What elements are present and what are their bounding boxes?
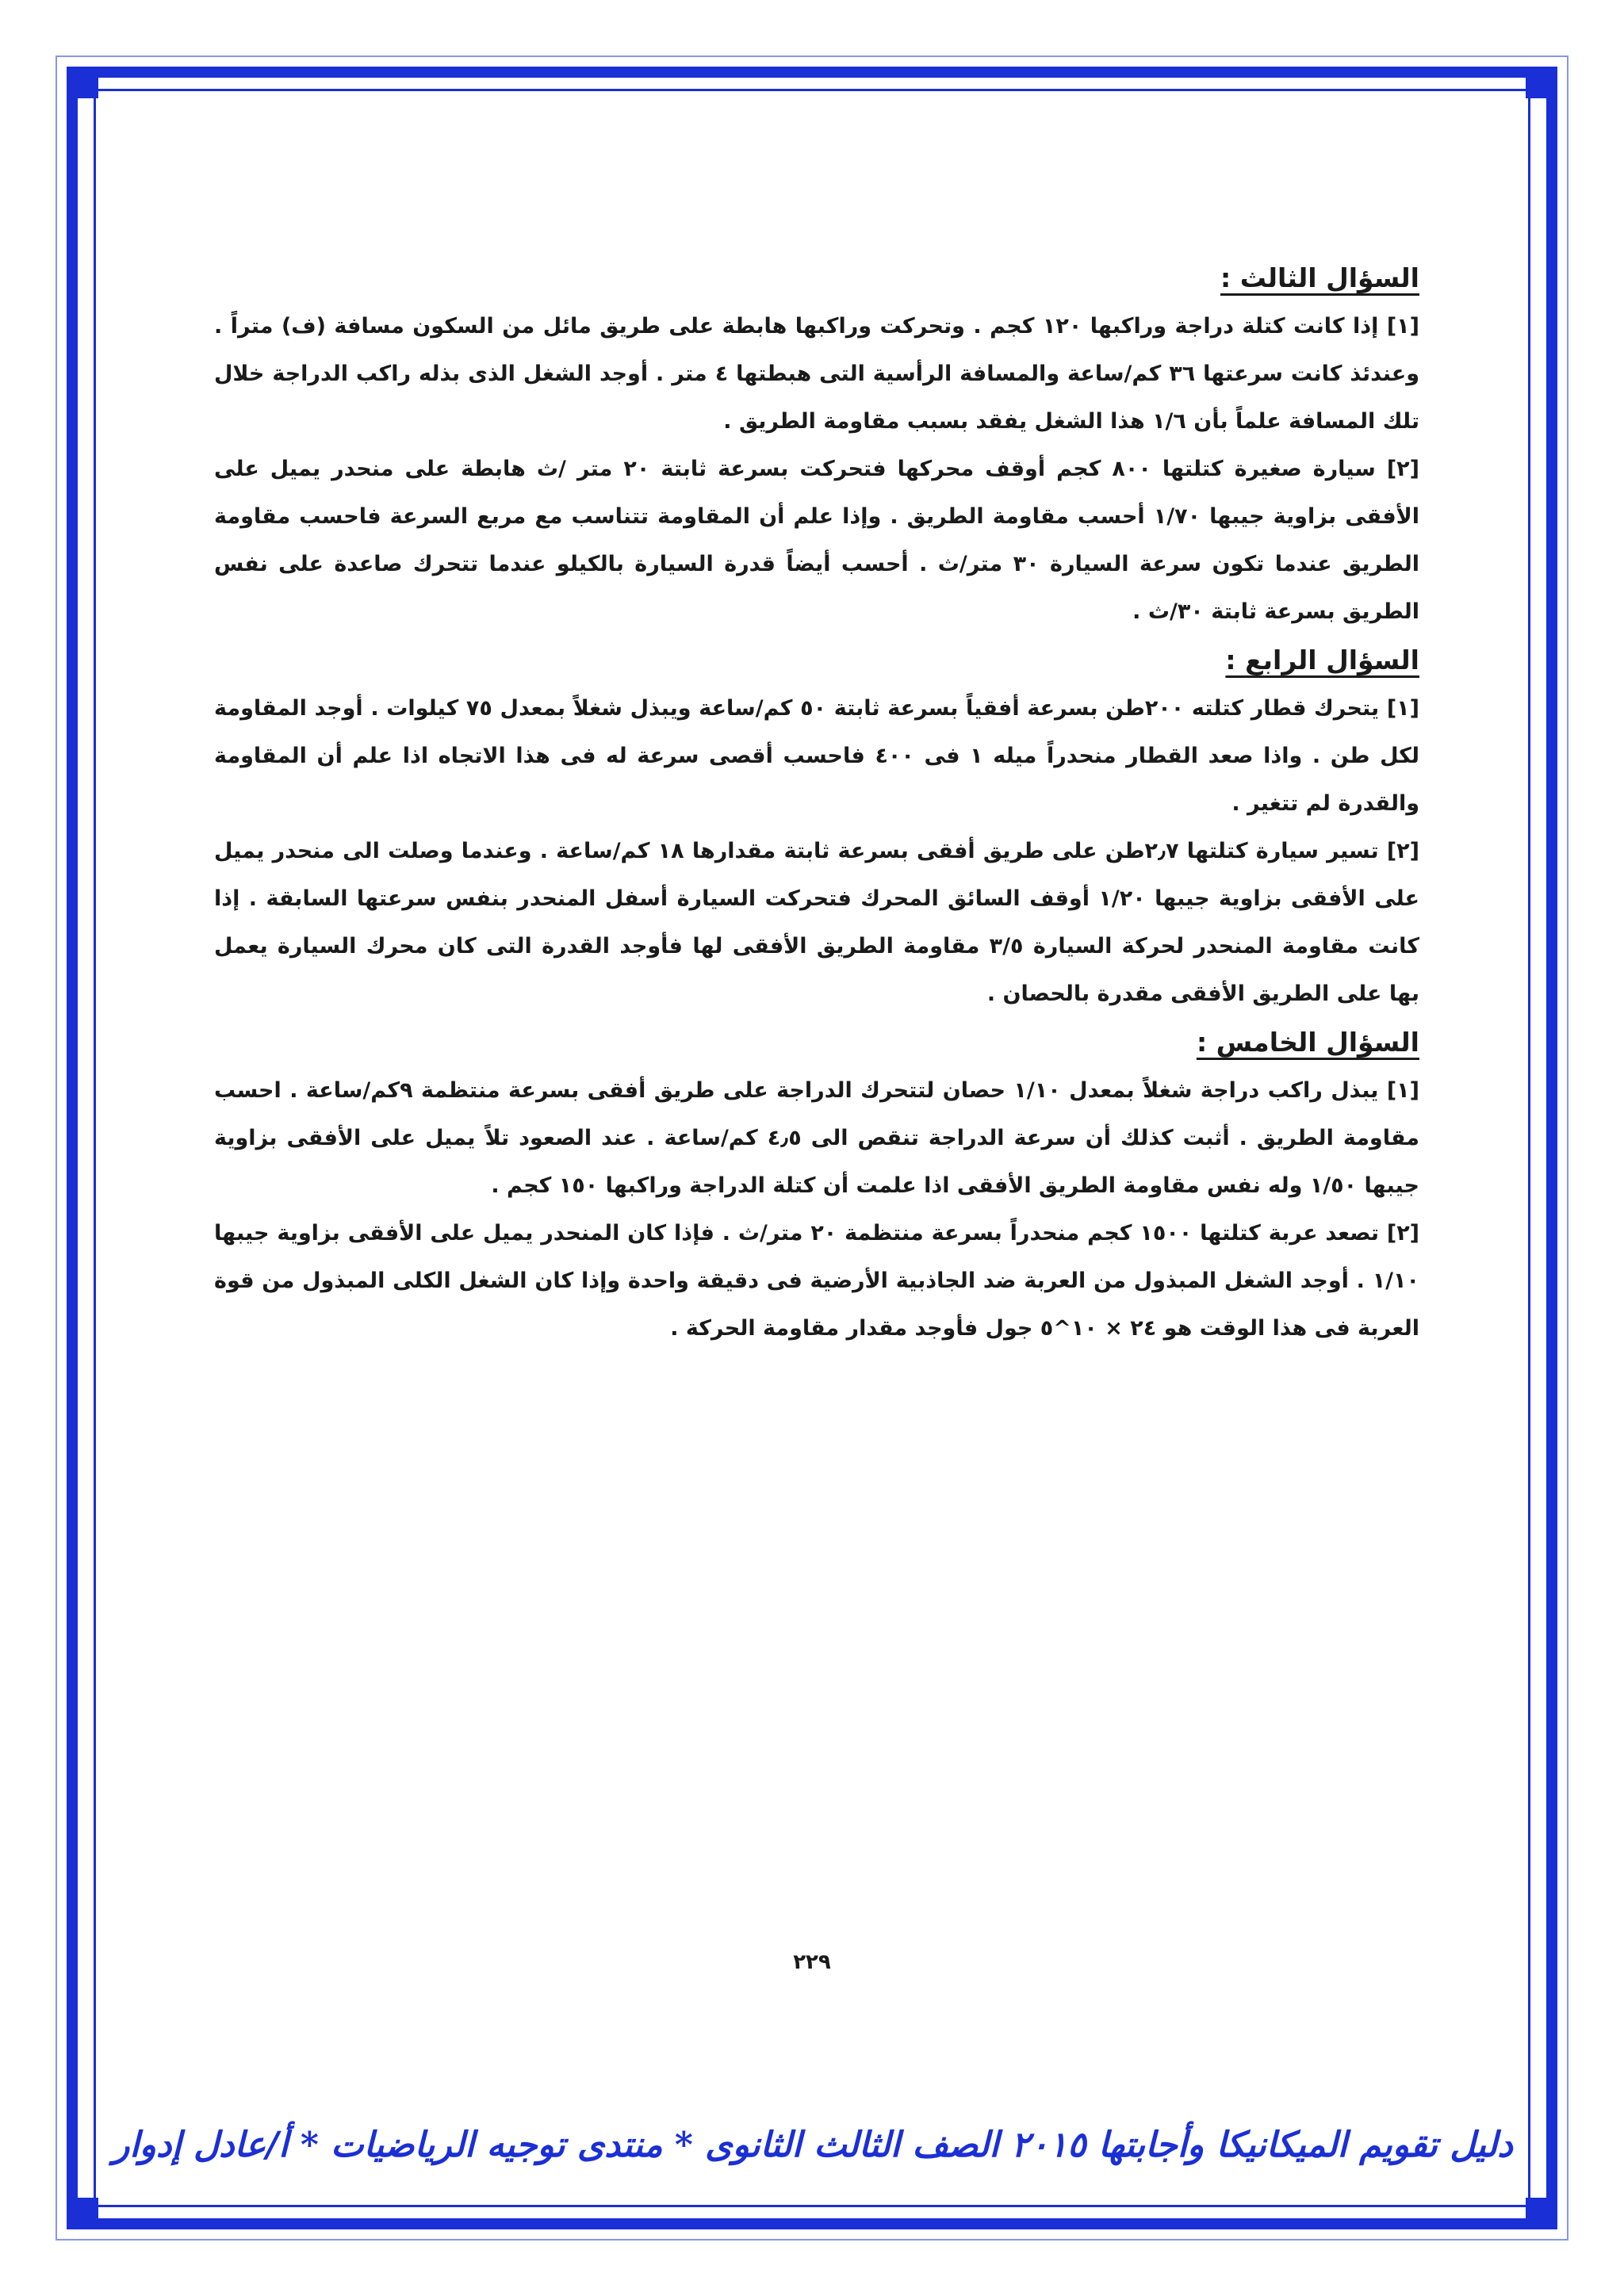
frame-corner-top-right bbox=[1526, 67, 1557, 98]
footer-credit: دليل تقويم الميكانيكا وأجابتها ٢٠١٥ الصف الثالث الثانوى * منتدى توجيه الرياضيات * أ/عادل إدوار bbox=[113, 2125, 1513, 2165]
section-heading: السؤال الخامس : bbox=[1196, 1027, 1419, 1058]
question-paragraph: [١] يتحرك قطار كتلته ٢٠٠طن بسرعة أفقياً بسرعة ثابتة ٥٠ كم/ساعة ويبذل شغلاً بمعدل ٧٥ كيلوات . أوجد المقاومة لكل طن . واذا صعد القطار منحدراً ميله ١ فى ٤٠٠ فاحسب أقصى سرعة له فى هذا الاتجاه اذا علم أن المقاومة والقدرة لم تتغير . bbox=[214, 696, 1420, 816]
section-third-question bbox=[214, 254, 1419, 636]
question-paragraph: [٢] تصعد عربة كتلتها ١٥٠٠ كجم منحدراً بسرعة منتظمة ٢٠ متر/ث . فإذا كان المنحدر يميل على الأفقى بزاوية جيبها ١/١٠ . أوجد الشغل المبذول من العربة ضد الجاذبية الأرضية فى دقيقة واحدة وإذا كان الشغل الكلى المبذول من قوة العربة فى هذا الوقت هو ٢٤ × ١٠^٥ جول فأوجد مقدار مقاومة الحركة . bbox=[214, 1221, 1420, 1341]
question-paragraph: [١] يبذل راكب دراجة شغلاً بمعدل ١/١٠ حصان لتتحرك الدراجة على طريق أفقى بسرعة منتظمة ٩كم/ساعة . احسب مقاومة الطريق . أثبت كذلك أن سرعة الدراجة تنقص الى ٤٫٥ كم/ساعة . عند الصعود تلاً يميل على الأفقى بزاوية جيبها ١/٥٠ وله نفس مقاومة الطريق الأفقى اذا علمت أن كتلة الدراجة وراكبها ١٥٠ كجم . bbox=[214, 1078, 1419, 1198]
page-number: ٢٢٩ bbox=[793, 1950, 831, 1974]
frame-corner-bottom-left bbox=[67, 2198, 98, 2229]
frame-corner-top-left bbox=[67, 67, 98, 98]
section-heading: السؤال الثالث : bbox=[1220, 262, 1419, 293]
frame-corner-bottom-right bbox=[1526, 2198, 1557, 2229]
section-fourth-question bbox=[214, 636, 1419, 1018]
section-heading: السؤال الرابع : bbox=[1225, 645, 1419, 675]
document-body bbox=[214, 254, 1419, 1353]
question-paragraph: [١] إذا كانت كتلة دراجة وراكبها ١٢٠ كجم . وتحركت وراكبها هابطة على طريق مائل من السكون مسافة (ف) متراً . وعندئذ كانت سرعتها ٣٦ كم/ساعة والمسافة الرأسية التى هبطتها ٤ متر . أوجد الشغل الذى بذله راكب الدراجة خلال تلك المسافة علماً بأن ١/٦ هذا الشغل يفقد بسبب مقاومة الطريق . bbox=[214, 314, 1419, 434]
question-paragraph: [٢] تسير سيارة كتلتها ٢٫٧طن على طريق أفقى بسرعة ثابتة مقدارها ١٨ كم/ساعة . وعندما وصلت الى منحدر يميل على الأفقى بزاوية جيبها ١/٢٠ أوقف السائق المحرك فتحركت السيارة أسفل المنحدر بنفس سرعتها السابقة . إذا كانت مقاومة المنحدر لحركة السيارة ٣/٥ مقاومة الطريق الأفقى لها فأوجد القدرة التى كان محرك السيارة يعمل بها على الطريق الأفقى مقدرة بالحصان . bbox=[214, 839, 1419, 1006]
section-fifth-question bbox=[214, 1018, 1419, 1353]
question-paragraph: [٢] سيارة صغيرة كتلتها ٨٠٠ كجم أوقف محركها فتحركت بسرعة ثابتة ٢٠ متر /ث هابطة على منحدر يميل على الأفقى بزاوية جيبها ١/٧٠ أحسب مقاومة الطريق . وإذا علم أن المقاومة تتناسب مع مربع السرعة فاحسب مقاومة الطريق عندما تكون سرعة السيارة ٣٠ متر/ث . أحسب أيضاً قدرة السيارة بالكيلو عندما تتحرك صاعدة على نفس الطريق بسرعة ثابتة ٣٠/ث . bbox=[214, 457, 1420, 624]
